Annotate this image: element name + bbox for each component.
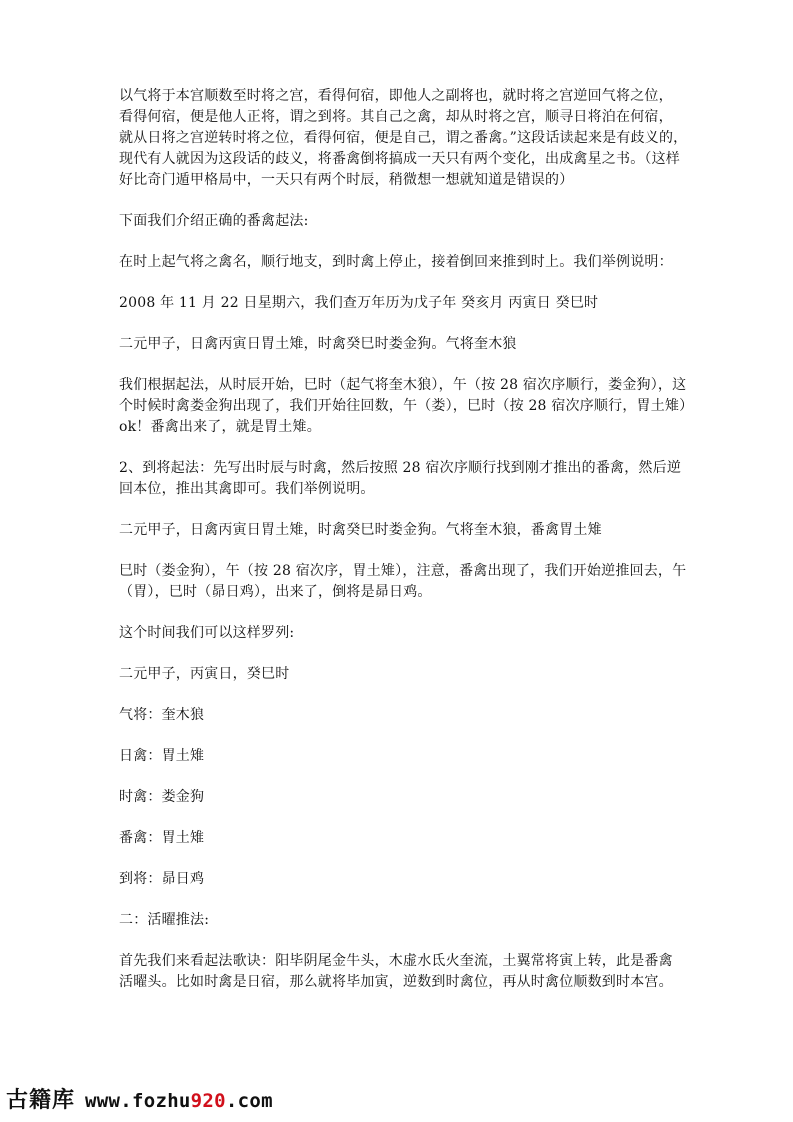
paragraph-line: 二：活曜推法: (119, 912, 210, 928)
document-body (119, 86, 694, 1013)
paragraph (119, 623, 679, 644)
site-url-number: 920 (190, 1090, 226, 1112)
paragraph-line: 二元甲子，日禽丙寅日胃土雉，时禽癸巳时娄金狗。气将奎木狼，番禽胃土雉 (119, 522, 602, 538)
paragraph-line: 以气将于本宫顺数至时将之宫，看得何宿，即他人之副将也，就时将之宫逆回气将之位， (119, 88, 673, 104)
paragraph-line: 到将：昴日鸡 (119, 871, 205, 887)
watermark-footer (6, 1083, 273, 1119)
paragraph (119, 561, 687, 603)
paragraph (119, 951, 679, 993)
paragraph (119, 869, 679, 890)
paragraph-line: 就从日将之宫逆转时将之位，看得何宿，便是自己，谓之番禽。”这段话读起来是有歧义的， (119, 130, 688, 146)
paragraph-line: 二元甲子，丙寅日，癸巳时 (119, 666, 290, 682)
paragraph (119, 787, 679, 808)
paragraph-line: 二元甲子，日禽丙寅日胃土雉，时禽癸巳时娄金狗。气将奎木狼 (119, 336, 517, 352)
paragraph-line: 回本位，推出其禽即可。我们举例说明。 (119, 481, 375, 497)
paragraph-line: 时禽：娄金狗 (119, 789, 205, 805)
paragraph-line: 番禽：胃土雉 (119, 830, 205, 846)
site-name: 古籍库 (6, 1088, 76, 1113)
paragraph-line: 好比奇门遁甲格局中，一天只有两个时辰，稍微想一想就知道是错误的） (119, 172, 574, 188)
paragraph-line: （胃），巳时（昴日鸡），出来了，倒将是昴日鸡。 (119, 584, 432, 600)
paragraph-line: 这个时间我们可以这样罗列: (119, 625, 295, 641)
site-url-suffix: .com (225, 1090, 273, 1112)
paragraph (119, 86, 688, 191)
paragraph (119, 910, 679, 931)
paragraph-line: 我们根据起法，从时辰开始，巳时（起气将奎木狼），午（按 28 宿次序顺行，娄金狗），这 (119, 377, 687, 393)
paragraph-line: 下面我们介绍正确的番禽起法: (119, 213, 309, 229)
site-url-prefix: www.fozhu (85, 1090, 191, 1112)
paragraph (119, 520, 679, 541)
paragraph (119, 705, 679, 726)
site-url (85, 1090, 273, 1112)
paragraph (119, 293, 679, 314)
paragraph (119, 746, 679, 767)
paragraph-line: 气将：奎木狼 (119, 707, 205, 723)
paragraph-line: 首先我们来看起法歌诀：阳毕阴尾金牛头，木虚水氐火奎流，土翼常将寅上转，此是番禽 (119, 953, 673, 969)
paragraph-line: 日禽：胃土雉 (119, 748, 205, 764)
paragraph-line: 看得何宿，便是他人正将，谓之到将。其自己之禽，却从时将之宫，顺寻日将泊在何宿， (119, 109, 673, 125)
paragraph (119, 211, 679, 232)
paragraph (119, 334, 679, 355)
paragraph-line: 活曜头。比如时禽是日宿，那么就将毕加寅，逆数到时禽位，再从时禽位顺数到时本宫。 (119, 974, 673, 990)
paragraph (119, 252, 679, 273)
paragraph (119, 458, 682, 500)
paragraph (119, 828, 679, 849)
paragraph (119, 375, 694, 438)
paragraph-line: 巳时（娄金狗），午（按 28 宿次序，胃土雉），注意，番禽出现了，我们开始逆推回去，午 (119, 563, 687, 579)
paragraph-line: 在时上起气将之禽名，顺行地支，到时禽上停止，接着倒回来推到时上。我们举例说明： (119, 254, 673, 270)
paragraph-line: 2008 年 11 月 22 日星期六，我们查万年历为戊子年 癸亥月 丙寅日 癸巳时 (119, 295, 599, 311)
paragraph-line: 2、到将起法：先写出时辰与时禽，然后按照 28 宿次序顺行找到刚才推出的番禽，然后逆 (119, 460, 682, 476)
paragraph (119, 664, 679, 685)
paragraph-line: ok！番禽出来了，就是胃土雉。 (119, 419, 321, 435)
paragraph-line: 现代有人就因为这段话的歧义，将番禽倒将搞成一天只有两个变化，出成禽星之书。（这样 (119, 151, 680, 167)
paragraph-line: 个时候时禽娄金狗出现了，我们开始往回数，午（娄），巳时（按 28 宿次序顺行，胃土雉） (119, 398, 694, 414)
